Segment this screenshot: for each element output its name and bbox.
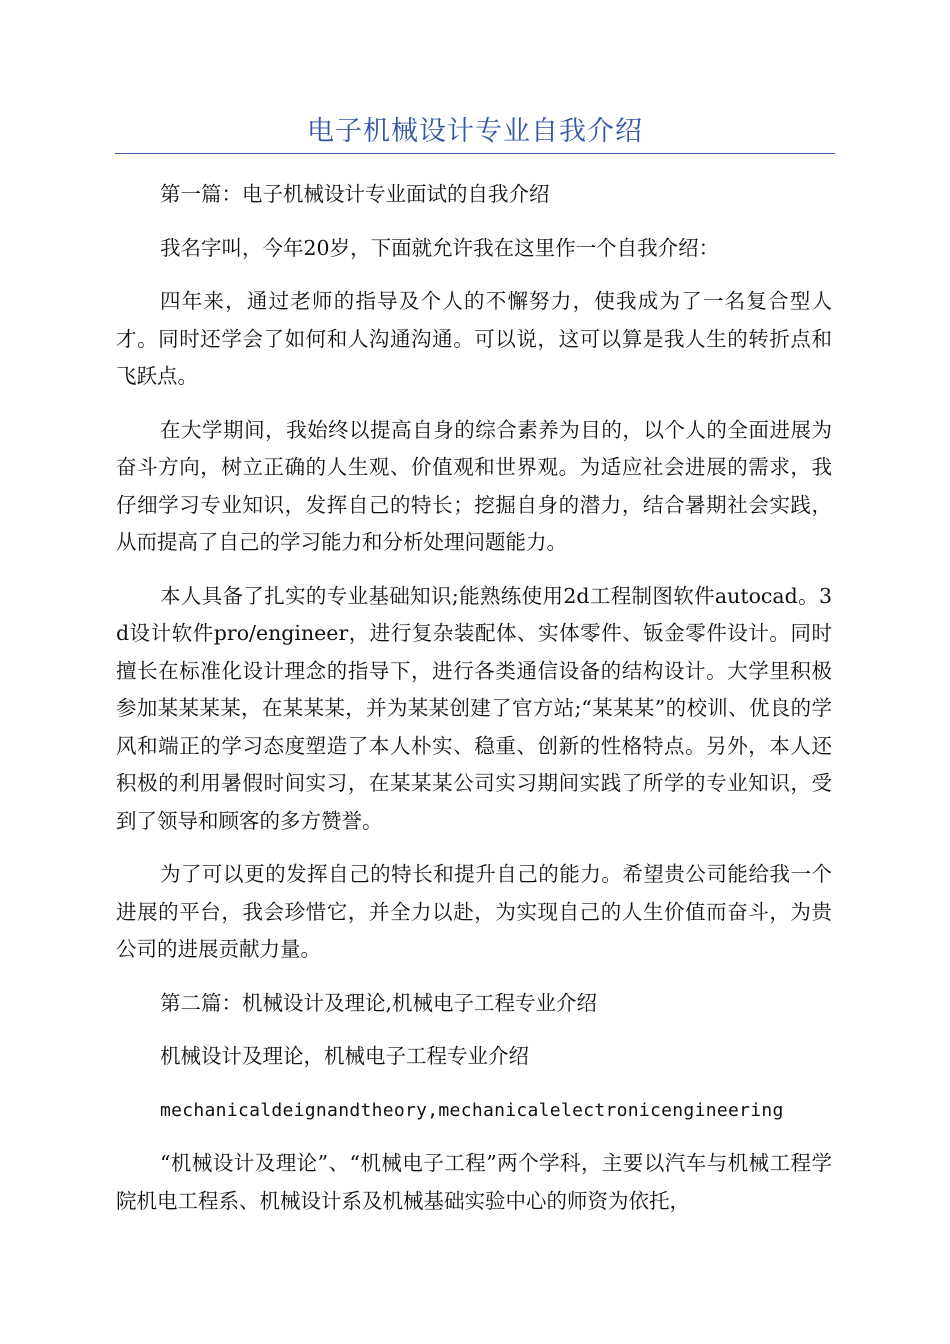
paragraph: 本人具备了扎实的专业基础知识;能熟练使用2d工程制图软件autocad。3d设计软件pro/engineer，进行复杂装配体、实体零件、钣金零件设计。同时擅长在标准化设计理念的指导下，进行各类通信设备的结构设计。大学里积极参加某某某某，在某某某，并为某某创建了官方站;“某某某”的校训、优良的学风和端正的学习态度塑造了本人朴实、稳重、创新的性格特点。另外，本人还积极的利用暑假时间实习，在某某某公司实习期间实践了所学的专业知识，受到了领导和顾客的多方赞誉。 [116, 583, 832, 833]
paragraph: 在大学期间，我始终以提高自身的综合素养为目的，以个人的全面进展为奋斗方向，树立正确的人生观、价值观和世界观。为适应社会进展的需求，我仔细学习专业知识，发挥自己的特长；挖掘自身的潜力，结合暑期社会实践，从而提高了自己的学习能力和分析处理问题能力。 [116, 417, 832, 554]
document-body [116, 176, 832, 1236]
section-heading-2: 第二篇：机械设计及理论,机械电子工程专业介绍 [160, 990, 598, 1015]
paragraph: “机械设计及理论”、“机械电子工程”两个学科，主要以汽车与机械工程学院机电工程系、机械设计系及机械基础实验中心的师资为依托， [116, 1151, 832, 1213]
paragraph: 四年来，通过老师的指导及个人的不懈努力，使我成为了一名复合型人才。同时还学会了如何和人沟通沟通。可以说，这可以算是我人生的转折点和飞跃点。 [116, 289, 832, 388]
section-heading-1: 第一篇：电子机械设计专业面试的自我介绍 [160, 182, 550, 206]
paragraph: 我名字叫，今年20岁，下面就允许我在这里作一个自我介绍： [160, 235, 720, 260]
english-subtitle: mechanicaldeignandtheory,mechanicalelectronicengineering [160, 1099, 784, 1121]
paragraph: 为了可以更的发挥自己的特长和提升自己的能力。希望贵公司能给我一个进展的平台，我会珍惜它，并全力以赴，为实现自己的人生价值而奋斗，为贵公司的进展贡献力量。 [116, 862, 832, 961]
title-underline [115, 153, 835, 154]
document-title: 电子机械设计专业自我介绍 [307, 116, 643, 147]
paragraph: 机械设计及理论，机械电子工程专业介绍 [160, 1044, 529, 1068]
